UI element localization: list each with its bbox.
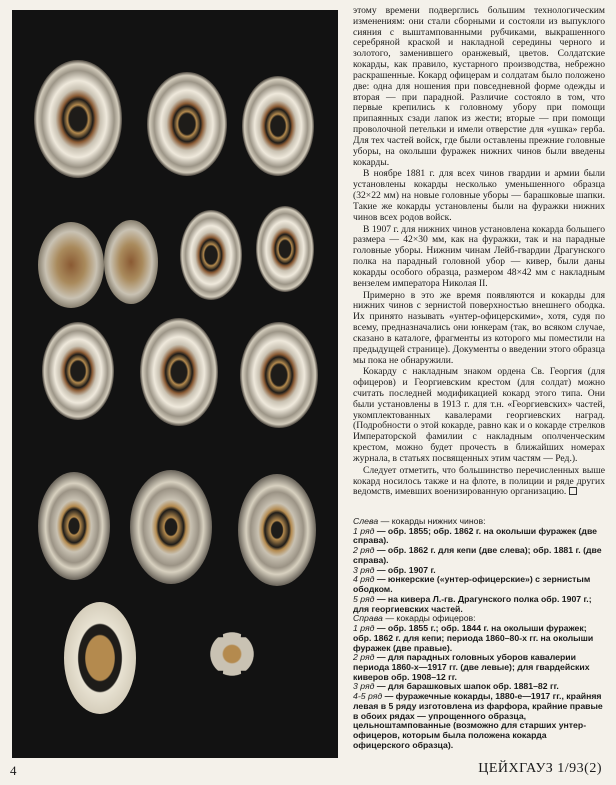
caption-lead: 2 ряд bbox=[353, 652, 375, 663]
caption-lead: Справа bbox=[353, 613, 383, 624]
page-number: 4 bbox=[10, 763, 17, 778]
article-paragraph: Примерно в это же время появляются и кокарды для нижних чинов с зернистой поверхностью внешнего ободка. Их принято называть «унтер-офицерскими», хотя, судя по всему, предназначались они юнкерам (так, во всяком случае, сказано в каталоге, фрагменты из которого мы поместили на предыдущей странице). Документы о введении этого образца мы пока не обнаружили. bbox=[353, 289, 605, 366]
end-of-article-icon bbox=[569, 487, 577, 495]
cockade bbox=[104, 220, 158, 304]
caption-line bbox=[353, 692, 605, 750]
caption-text: — кокарды офицеров: bbox=[382, 613, 476, 624]
caption-lead: 4 ряд bbox=[353, 574, 375, 585]
caption-lead: 3 ряд bbox=[353, 681, 375, 692]
caption-text: — фуражечные кокарды, 1880-е—1917 гг., крайняя левая в 5 ряду изготовлена из фарфора, крайние правые в обоих рядах — упрощенного образца, цельноштампованные (возможно для старших унтер-офицеров, которым была положена кокарда офицерского образца). bbox=[353, 691, 603, 750]
caption-line bbox=[353, 624, 605, 653]
caption-text: — для парадных головных уборов кавалерии периода 1860-х—1917 гг. (две левые); для гвардейских киверов обр. 1908–12 гг. bbox=[353, 652, 590, 682]
caption-text: — на кивера Л.-гв. Драгунского полка обр. 1907 г.; для георгиевских частей. bbox=[353, 593, 592, 614]
article-paragraph: Кокарду с накладным знаком ордена Св. Георгия (для офицеров) и Георгиевским крестом (для солдат) можно считать последней модификацией кокард этого типа. Они были установлены в 1913 г. для т.н. «Георгиевских» частей, укомплектованных кавалерами георгиевских наград. (Подробности о этой кокарде, равно как и о кокарде стрелков Императорской фамилии с накладным ополченческим крестом, можно будет прочесть в ближайших номерах журнала, в статьях посвященных этим частям — Ред.). bbox=[353, 366, 605, 464]
caption-lead: 1 ряд bbox=[353, 623, 375, 634]
caption-text: — кокарды нижних чинов: bbox=[378, 516, 486, 526]
cockade bbox=[38, 222, 104, 308]
caption-text: — юнкерские («унтер-офицерские») с зернистым ободком. bbox=[353, 574, 591, 595]
caption-line bbox=[353, 653, 605, 682]
caption-text: — обр. 1855; обр. 1862 г. на околыши фуражек (две справа). bbox=[353, 525, 597, 546]
article-paragraph bbox=[353, 466, 605, 498]
caption-lead: 3 ряд bbox=[353, 564, 375, 575]
caption-line bbox=[353, 575, 605, 594]
photo-caption bbox=[353, 517, 605, 751]
caption-lead: Слева bbox=[353, 516, 379, 526]
caption-text: — обр. 1855 г.; обр. 1844 г. на околыши фуражек; обр. 1862 г. для кепи; периода 1860–80-х гг. на околыши фуражек (две правые). bbox=[353, 623, 594, 653]
cockade bbox=[240, 322, 318, 428]
cockade bbox=[238, 474, 316, 586]
cockade bbox=[64, 602, 136, 714]
caption-lead: 5 ряд bbox=[353, 593, 375, 604]
caption-text: — для барашковых шапок обр. 1881–82 гг. bbox=[374, 681, 559, 692]
cockade bbox=[140, 318, 218, 426]
article-text bbox=[353, 6, 605, 499]
cockade bbox=[180, 210, 242, 300]
cockade-photograph bbox=[12, 10, 338, 758]
caption-line bbox=[353, 546, 605, 565]
caption-line bbox=[353, 527, 605, 546]
caption-lead: 2 ряд bbox=[353, 545, 375, 556]
georgian-cross-cockade bbox=[188, 598, 276, 710]
caption-lead: 1 ряд bbox=[353, 525, 375, 536]
cockade bbox=[256, 206, 314, 292]
cockade bbox=[130, 470, 212, 584]
caption-lead: 4-5 ряд bbox=[353, 691, 383, 702]
article-paragraph: В ноябре 1881 г. для всех чинов гвардии и армии были установлены кокарды несколько уменьшенного образца (32×22 мм) на новые головные уборы — барашковые шапки. Такие же кокарды установлены были на фуражки нижних чинов всех родов войск. bbox=[353, 168, 605, 223]
article-paragraph: этому времени подверглись большим технологическим изменениям: они стали сборными и состояли из выпуклого сияния с выштампованными рубчиками, выкрашенного серебряной краской и накладной середины черного и золотого, заменившего оранжевый, цветов. Солдатские кокарды, как правило, кустарного производства, небрежно раскрашенные. Кокард офицерам и солдатам было положено две: одна для ношения при повседневной форме одежды и вторая — при парадной. Различие состояло в том, что первые крепились к головному убору при помощи припаянных сзади лапок из жести; вторые — при помощи проволочной петельки и имели отверстие для «ушка» герба. Для тех частей войск, где были оставлены прежние головные уборы, на околыши фуражек нижних чинов были введены кокарды. bbox=[353, 5, 605, 168]
cockade bbox=[242, 76, 314, 176]
caption-text: — обр. 1907 г. bbox=[374, 564, 436, 575]
article-paragraph: В 1907 г. для нижних чинов установлена кокарда большего размера — 42×30 мм, как на фуражки, так и на парадные головные уборы. Нижним чинам Лейб-гвардии Драгунского полка на парадный головной убор — кивер, были даны кокарды особого образца, размером 48×42 мм с накладным вензелем императора Николая II. bbox=[353, 223, 605, 289]
journal-issue: ЦЕЙХГАУЗ 1/93(2) bbox=[478, 761, 602, 776]
caption-text: — обр. 1862 г. для кепи (две слева); обр. 1881 г. (две справа). bbox=[353, 545, 602, 565]
caption-line bbox=[353, 595, 605, 614]
article-paragraph-text: Следует отметить, что большинство перечисленных выше кокард носилось также и на флоте, в полиции и ряде других ведомств, имевших военизированную организацию. bbox=[353, 464, 605, 498]
cockade bbox=[38, 472, 110, 580]
cockade bbox=[42, 322, 114, 420]
cockade bbox=[34, 60, 122, 178]
cockade bbox=[147, 72, 227, 176]
